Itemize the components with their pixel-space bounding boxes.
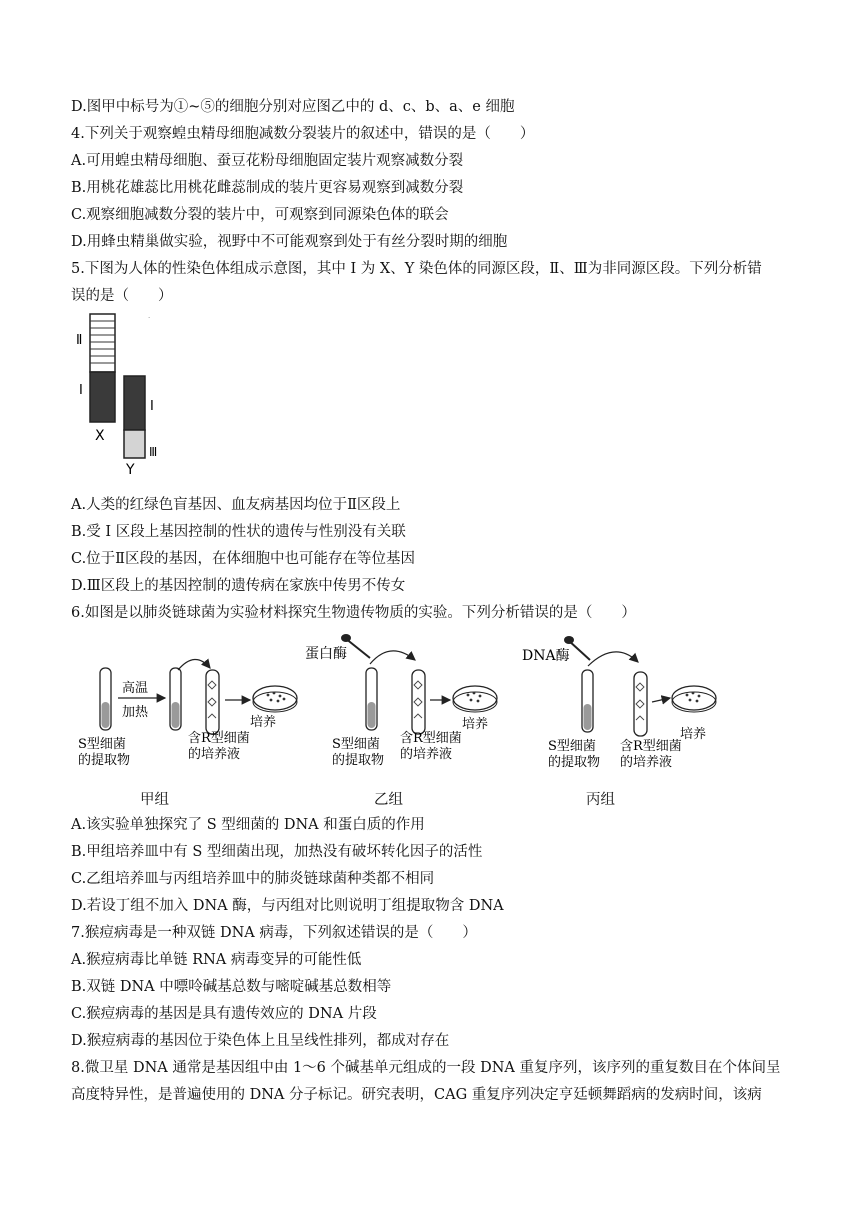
- sex-chromosome-figure: [75, 312, 185, 482]
- svg-text:培养: 培养: [250, 715, 277, 730]
- pneumococcus-experiment-figure: [70, 630, 730, 780]
- q5-option-a: A.人类的红绿色盲基因、血友病基因均位于Ⅱ区段上: [71, 497, 401, 513]
- svg-text:的培养液: 的培养液: [400, 747, 453, 762]
- q7-option-b: B.双链 DNA 中嘌呤碱基总数与嘧啶碱基总数相等: [71, 979, 392, 995]
- svg-text:蛋白酶: 蛋白酶: [305, 646, 347, 662]
- svg-text:的提取物: 的提取物: [332, 753, 385, 768]
- q7-option-a: A.猴痘病毒比单链 RNA 病毒变异的可能性低: [71, 952, 362, 968]
- svg-text:培养: 培养: [680, 727, 707, 742]
- q4-option-c: C.观察细胞减数分裂的装片中，可观察到同源染色体的联会: [71, 207, 449, 223]
- svg-text:含R型细菌: 含R型细菌: [400, 731, 462, 746]
- svg-text:的培养液: 的培养液: [620, 755, 673, 770]
- q6-option-d: D.若设丁组不加入 DNA 酶，与丙组对比则说明丁组提取物含 DNA: [71, 898, 504, 914]
- q6-stem: 6.如图是以肺炎链球菌为实验材料探究生物遗传物质的实验。下列分析错误的是（ ）: [71, 605, 636, 621]
- svg-text:的提取物: 的提取物: [548, 755, 601, 770]
- label-x: X: [95, 428, 105, 444]
- q6-option-a: A.该实验单独探究了 S 型细菌的 DNA 和蛋白质的作用: [71, 817, 425, 833]
- q3-option-d: D.图甲中标号为①~⑤的细胞分别对应图乙中的 d、c、b、a、e 细胞: [71, 99, 515, 115]
- caption-yi: 乙组: [374, 792, 403, 808]
- caption-bing: 丙组: [586, 792, 615, 808]
- q5-stem-line1: 5.下图为人体的性染色体组成示意图，其中 I 为 X、Y 染色体的同源区段，Ⅱ、Ⅲ为非同源区段。下列分析错: [71, 261, 762, 277]
- q4-option-d: D.用蜂虫精巢做实验，视野中不可能观察到处于有丝分裂时期的细胞: [71, 234, 508, 250]
- svg-text:·: ·: [148, 314, 151, 322]
- svg-text:高温: 高温: [122, 681, 149, 696]
- q7-stem: 7.猴痘病毒是一种双链 DNA 病毒，下列叙述错误的是（ ）: [71, 925, 477, 941]
- q5-option-b: B.受 I 区段上基因控制的性状的遗传与性别没有关联: [71, 524, 406, 540]
- label-segment-II: Ⅱ: [76, 333, 83, 348]
- label-segment-III: Ⅲ: [149, 445, 158, 459]
- svg-text:的培养液: 的培养液: [188, 747, 241, 762]
- q6-option-c: C.乙组培养皿与丙组培养皿中的肺炎链球菌种类都不相同: [71, 871, 435, 887]
- q7-option-c: C.猴痘病毒的基因是具有遗传效应的 DNA 片段: [71, 1006, 377, 1022]
- label-segment-I-x: I: [79, 383, 83, 398]
- caption-jia: 甲组: [140, 792, 169, 808]
- q5-option-d: D.Ⅲ区段上的基因控制的遗传病在家族中传男不传女: [71, 578, 406, 594]
- q4-option-a: A.可用蝗虫精母细胞、蚕豆花粉母细胞固定装片观察减数分裂: [71, 153, 464, 169]
- q5-stem-line2: 误的是（ ）: [71, 288, 173, 304]
- svg-text:DNA酶: DNA酶: [522, 648, 570, 664]
- q8-stem-line1: 8.微卫星 DNA 通常是基因组中由 1～6 个碱基单元组成的一段 DNA 重复序列，该序列的重复数目在个体间呈: [71, 1060, 781, 1076]
- q4-stem: 4.下列关于观察蝗虫精母细胞减数分裂装片的叙述中，错误的是（ ）: [71, 126, 535, 142]
- svg-text:S型细菌: S型细菌: [548, 739, 596, 754]
- label-y: Y: [126, 462, 135, 478]
- q5-option-c: C.位于Ⅱ区段的基因，在体细胞中也可能存在等位基因: [71, 551, 416, 567]
- svg-text:含R型细菌: 含R型细菌: [620, 739, 682, 754]
- svg-text:S型细菌: S型细菌: [332, 737, 380, 752]
- q8-stem-line2: 高度特异性，是普遍使用的 DNA 分子标记。研究表明，CAG 重复序列决定亨廷顿舞蹈病的发病时间，该病: [71, 1087, 762, 1103]
- group-bing: [522, 636, 716, 770]
- svg-text:的提取物: 的提取物: [78, 753, 131, 768]
- svg-text:含R型细菌: 含R型细菌: [188, 731, 250, 746]
- q4-option-b: B.用桃花雄蕊比用桃花雌蕊制成的装片更容易观察到减数分裂: [71, 180, 464, 196]
- q6-option-b: B.甲组培养皿中有 S 型细菌出现，加热没有破坏转化因子的活性: [71, 844, 483, 860]
- y-chromosome: [124, 376, 145, 458]
- svg-text:S型细菌: S型细菌: [78, 737, 126, 752]
- q7-option-d: D.猴痘病毒的基因位于染色体上且呈线性排列，都成对存在: [71, 1033, 450, 1049]
- svg-text:培养: 培养: [462, 717, 489, 732]
- x-chromosome: [90, 314, 115, 422]
- svg-text:加热: 加热: [122, 705, 149, 720]
- group-jia: [78, 659, 297, 768]
- label-segment-I-y: I: [150, 399, 154, 414]
- group-yi: [305, 634, 497, 768]
